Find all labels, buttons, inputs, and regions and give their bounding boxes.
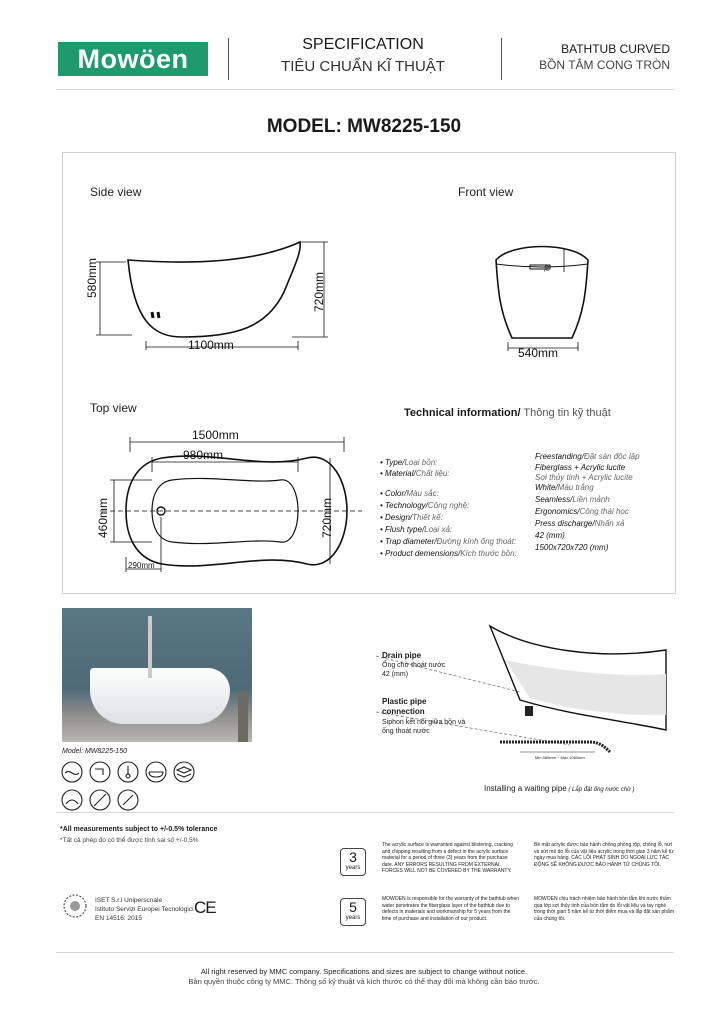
cert-line: Istituto Servizi Europei Tecnologici bbox=[95, 906, 194, 913]
wave-icon bbox=[62, 762, 82, 782]
iset-seal-icon bbox=[62, 893, 88, 919]
tech-row: • Design/Thiết kế: Ergonomics/Công thái học bbox=[380, 507, 629, 522]
thermometer-icon bbox=[118, 762, 138, 782]
feature-icons bbox=[60, 760, 200, 816]
top-drain-offset-label: 290mm bbox=[128, 561, 155, 570]
tech-info-list bbox=[380, 452, 670, 558]
brush-icon bbox=[118, 790, 138, 810]
photo-caption: Model: MW8225-150 bbox=[62, 748, 127, 755]
side-height-label: 580mm bbox=[85, 257, 99, 298]
tech-title-vi: Thông tin kỹ thuật bbox=[520, 407, 611, 419]
drain-pipe-size: 42 (mm) bbox=[382, 671, 409, 678]
front-width-label: 540mm bbox=[518, 346, 559, 360]
flex-pipe bbox=[500, 742, 610, 752]
plastic-pipe-sub2: ống thoát nước bbox=[382, 728, 430, 735]
cert-text bbox=[95, 896, 194, 923]
front-view-title: Front view bbox=[458, 185, 514, 199]
footer-copyright: All right reserved by MMC company. Specifications and sizes are subject to change without notice. bbox=[200, 967, 528, 976]
tap-icon bbox=[90, 762, 110, 782]
tech-info-title bbox=[404, 407, 611, 419]
photo-bathtub bbox=[90, 668, 230, 724]
plastic-pipe-title: Plastic pipe bbox=[382, 697, 427, 706]
section-rule bbox=[56, 812, 674, 813]
front-view-drawing bbox=[496, 247, 588, 339]
side-width-label: 1100mm bbox=[188, 338, 234, 352]
ce-mark: CE bbox=[194, 898, 216, 917]
tech-row: • Trap diameter/Đường kính ống thoát: 42 (mm) bbox=[380, 531, 565, 546]
tech-row: • Technology/Công nghệ: Seamless/Liền mảnh bbox=[380, 495, 610, 510]
photo-faucet bbox=[148, 616, 152, 678]
spec-subtitle: TIÊU CHUẨN KĨ THUẬT bbox=[281, 58, 445, 75]
top-inner-width-label: 460mm bbox=[96, 497, 110, 538]
header-rule bbox=[56, 89, 674, 90]
warranty-badge bbox=[340, 898, 366, 926]
warranty-unit: years bbox=[345, 915, 361, 921]
warranty-text: MOWOEN is responsible for the warranty of the bathtub when water penetrates the fiberglass layer of the bathtub due to defects in materials and workmanship for 5 years from the time of purchase and installation of our product. bbox=[382, 896, 520, 922]
stain-icon bbox=[62, 790, 82, 810]
warranty-text-vi: MOWOEN chịu trách nhiệm bảo hành bồn tắm khi nước thấm qua lớp sợi thủy tinh của bồn tắm do lỗi vật liệu và tay nghề trong thời gian 5 năm kể từ thời điểm mua và lắp đặt sản phẩm của chúng tôi. bbox=[534, 896, 674, 922]
drain-pipe-title: Drain pipe bbox=[382, 651, 422, 660]
cert-line: EN 14516: 2015 bbox=[95, 915, 142, 922]
drain-outlet bbox=[525, 706, 533, 716]
model-title: MODEL: MW8225-150 bbox=[266, 116, 462, 137]
install-caption-en: Installing a waiting pipe bbox=[484, 784, 567, 793]
install-diagram bbox=[370, 620, 670, 770]
tolerance-note: *All measurements subject to +/-0.5% tolerance bbox=[60, 826, 218, 833]
top-inner-label: 980mm bbox=[183, 448, 224, 462]
footer-copyright-vi: Bản quyền thuộc công ty MMC. Thông số kỹ thuật và kích thước có thể thay đổi mà không cần báo trước. bbox=[188, 977, 540, 986]
install-caption-vi: ( Lắp đặt ống nước chờ ) bbox=[566, 787, 635, 793]
photo-decor bbox=[238, 692, 248, 742]
product-photo bbox=[62, 608, 252, 742]
warranty-badge bbox=[340, 848, 366, 876]
warranty-text: The acrylic surface is warranted against blistering, cracking and chipping resulting from a defect in the acrylic surface material for a period of three (3) years from the purchase date. ANY ERRORS RESULTING FROM EXTERNAL FORCES WILL NOT BE COVERED BY THE WARRANTY. bbox=[382, 842, 513, 874]
warranty-years: 5 bbox=[349, 899, 357, 915]
scratch-icon bbox=[90, 790, 110, 810]
tech-row: • Type/Loại bồn: Freestanding/Đặt sàn độc lập bbox=[380, 452, 640, 467]
warranty-text-vi: Bề mặt acrylic được bảo hành chống phồng rộp, chống lỗ, nứt và sứt mẻ do lỗi của vật liệu acrylic trong thời gian 3 năm kể từ ngày mua hàng. CÁC LỖI PHÁT SINH DO NGOẠI LỰC TÁC ĐỘNG SẼ KHÔNG ĐƯỢC BẢO HÀNH TỪ CHÚNG TÔI. bbox=[534, 842, 674, 868]
tech-title-en: Technical information/ bbox=[404, 407, 521, 419]
side-view-drawing bbox=[128, 242, 300, 337]
tech-row: • Material/Chất liệu: Fiberglass + Acrylic lucite Sợi thủy tinh + Acrylic lucite bbox=[380, 463, 633, 482]
tech-row: • Color/Màu sắc: White/Màu trắng bbox=[380, 483, 594, 498]
warranty-years: 3 bbox=[349, 849, 357, 865]
plastic-pipe-sub: Siphon kết nối giữa bồn và bbox=[382, 719, 466, 726]
spec-title: SPECIFICATION bbox=[302, 36, 424, 53]
brand-logo: Mowöen bbox=[58, 42, 208, 76]
header-divider bbox=[228, 38, 229, 80]
tech-row: • Flush type/Loại xả: Press discharge/Nhấn xả bbox=[380, 519, 625, 534]
warranty-unit: years bbox=[345, 865, 361, 871]
top-width-label: 720mm bbox=[320, 497, 334, 538]
layers-icon bbox=[174, 762, 194, 782]
product-type: BATHTUB CURVED bbox=[561, 42, 670, 56]
cert-line: ISET S.r.l Uniperscnale bbox=[95, 897, 163, 904]
install-caption bbox=[484, 784, 634, 793]
top-view-title: Top view bbox=[90, 401, 137, 415]
pipe-range-label: Min 580mm ~ Max 1060mm bbox=[535, 755, 585, 760]
drain-pipe-sub: Ống chờ thoát nước bbox=[382, 662, 446, 669]
top-length-label: 1500mm bbox=[192, 428, 239, 442]
footer-rule bbox=[56, 952, 674, 953]
side-total-height-label: 720mm bbox=[312, 271, 326, 312]
plastic-pipe-title2: connection bbox=[382, 707, 425, 716]
side-view-title: Side view bbox=[90, 185, 142, 199]
tech-row: • Product demensions/Kích thước bồn: 1500x720x720 (mm) bbox=[380, 543, 609, 558]
tolerance-note-vi: *Tất cả phép đo có thể được tính sai số +/-0,5% bbox=[60, 837, 199, 844]
product-type-vi: BỒN TẮM CONG TRÒN bbox=[539, 58, 670, 72]
bathtub-icon bbox=[146, 762, 166, 782]
front-drain-label: 70 bbox=[545, 265, 551, 272]
